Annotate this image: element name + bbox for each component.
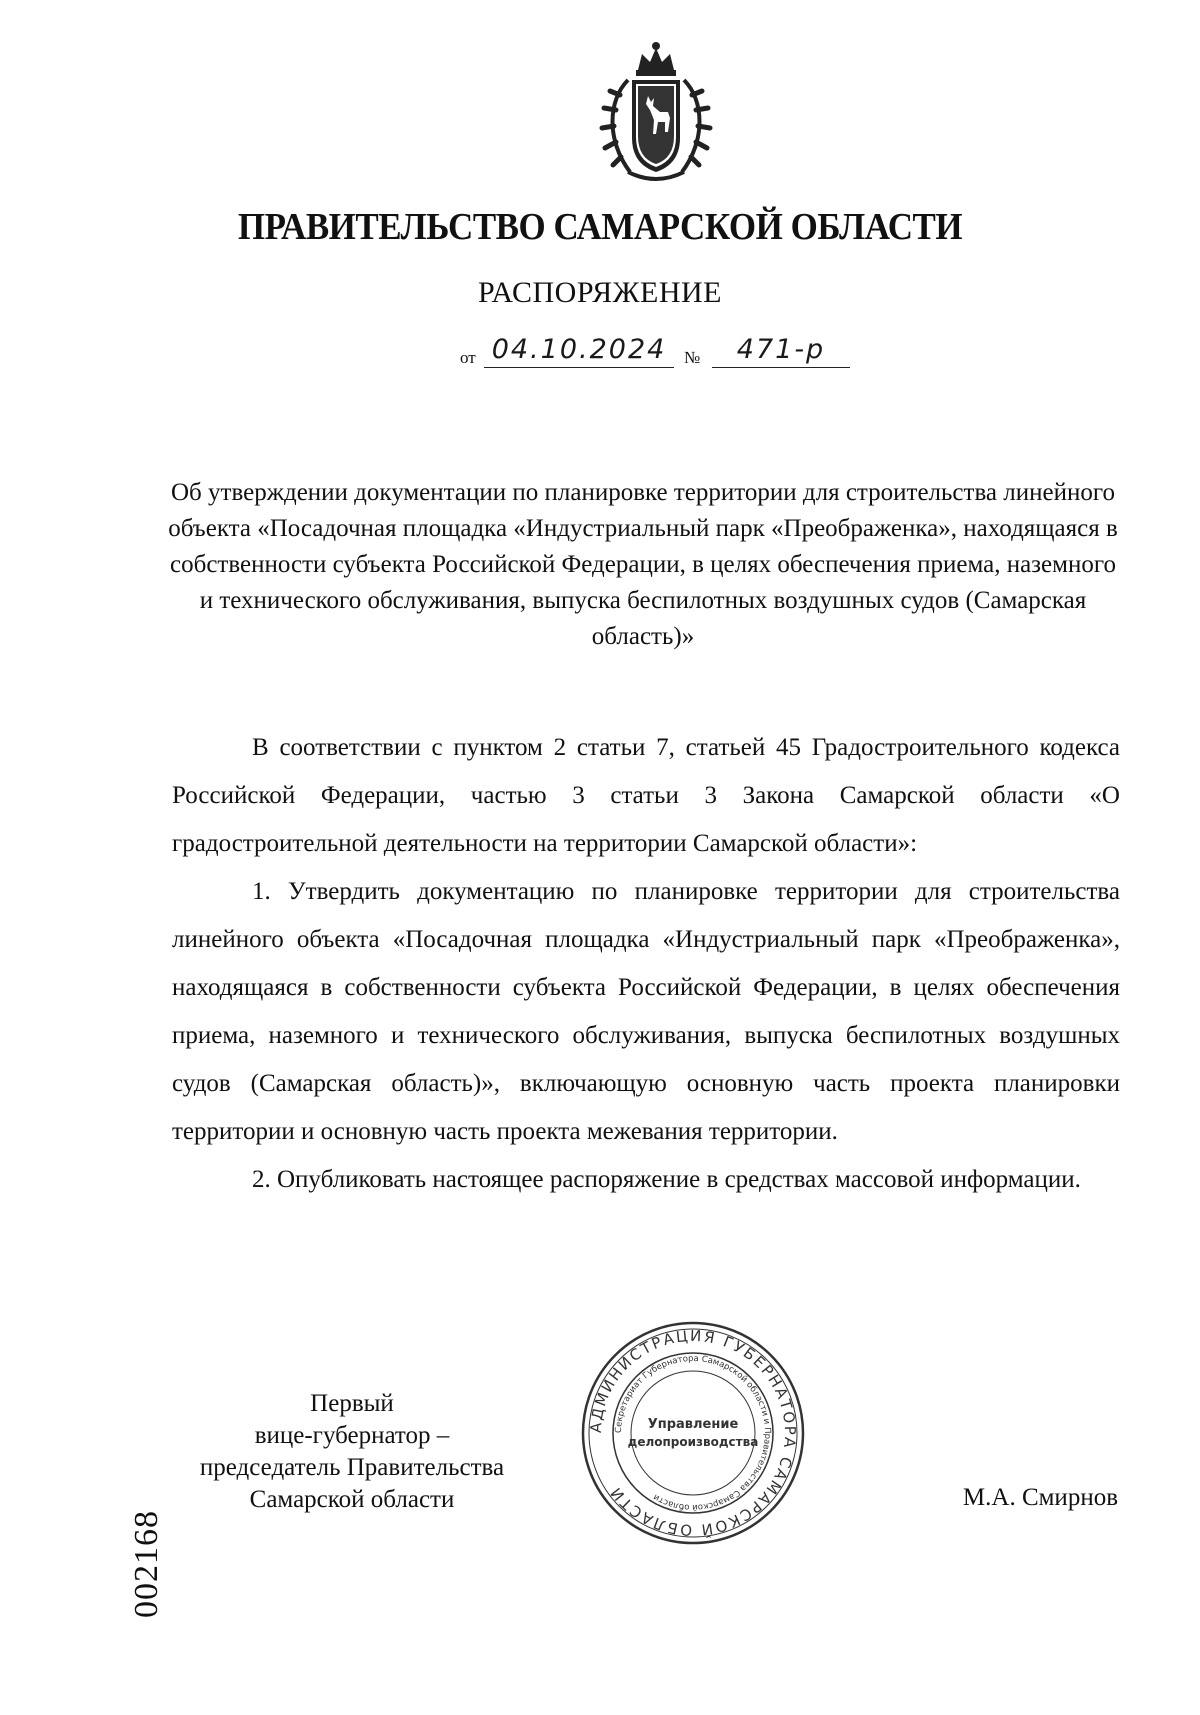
position-line-4: Самарской области	[249, 1486, 455, 1513]
number-value: 471-р	[736, 334, 826, 365]
signatory-position	[158, 1388, 546, 1516]
date-value: 04.10.2024	[491, 334, 667, 365]
item-1-paragraph: 1. Утвердить документацию по планировке территории для строительства линейного объекта «Посадочная площадка «Индустриальный парк «Преображенка», находящаяся в собственности субъекта Российской Федерации, в целях обеспечения приема, наземного и технического обслуживания, выпуска беспилотных воздушных судов (Самарская область)», включающую основную часть проекта планировки территории и основную часть проекта межевания территории.	[172, 878, 1120, 1145]
number-field	[712, 333, 850, 368]
coat-of-arms-icon	[590, 40, 722, 190]
preamble-paragraph: В соответствии с пунктом 2 статьи 7, статьей 45 Градостроительного кодекса Российской Федерации, частью 3 статьи 3 Закона Самарской области «О градостроительной деятельности на территории Самарской области»:	[172, 734, 1120, 857]
side-registration-number: 002168	[128, 1510, 165, 1618]
stamp-outer-text: АДМИНИСТРАЦИЯ ГУБЕРНАТОРА САМАРСКОЙ ОБЛАСТИ	[586, 1326, 800, 1540]
date-number-line	[460, 336, 880, 376]
document-type: РАСПОРЯЖЕНИЕ	[477, 276, 723, 309]
date-label: от	[460, 348, 476, 367]
organization-title: ПРАВИТЕЛЬСТВО САМАРСКОЙ ОБЛАСТИ	[237, 206, 963, 248]
document-body	[172, 724, 1120, 1204]
stamp-center-line-1: Управление	[647, 1417, 739, 1432]
date-field	[484, 333, 674, 368]
document-subject: Об утверждении документации по планировке территории для строительства линейного объекта «Посадочная площадка «Индустриальный парк «Преображенка», находящаяся в собственности субъекта Российской Федерации, в целях обеспечения приема, наземного и технического обслуживания, выпуска беспилотных воздушных судов (Самарская область)»	[168, 479, 1118, 650]
official-stamp	[578, 1318, 808, 1548]
position-line-1: Первый	[310, 1390, 394, 1417]
signatory-name: М.А. Смирнов	[962, 1484, 1118, 1511]
stamp-inner-text: Секретариат Губернатора Самарской области и Правительства Самарской области	[613, 1353, 773, 1513]
position-line-2: вице-губернатор –	[254, 1422, 450, 1449]
item-2-paragraph: 2. Опубликовать настоящее распоряжение в средствах массовой информации.	[252, 1166, 1081, 1193]
position-line-3: председатель Правительства	[199, 1454, 505, 1481]
stamp-center-line-2: делопроизводства	[627, 1435, 759, 1449]
number-label: №	[684, 348, 701, 367]
